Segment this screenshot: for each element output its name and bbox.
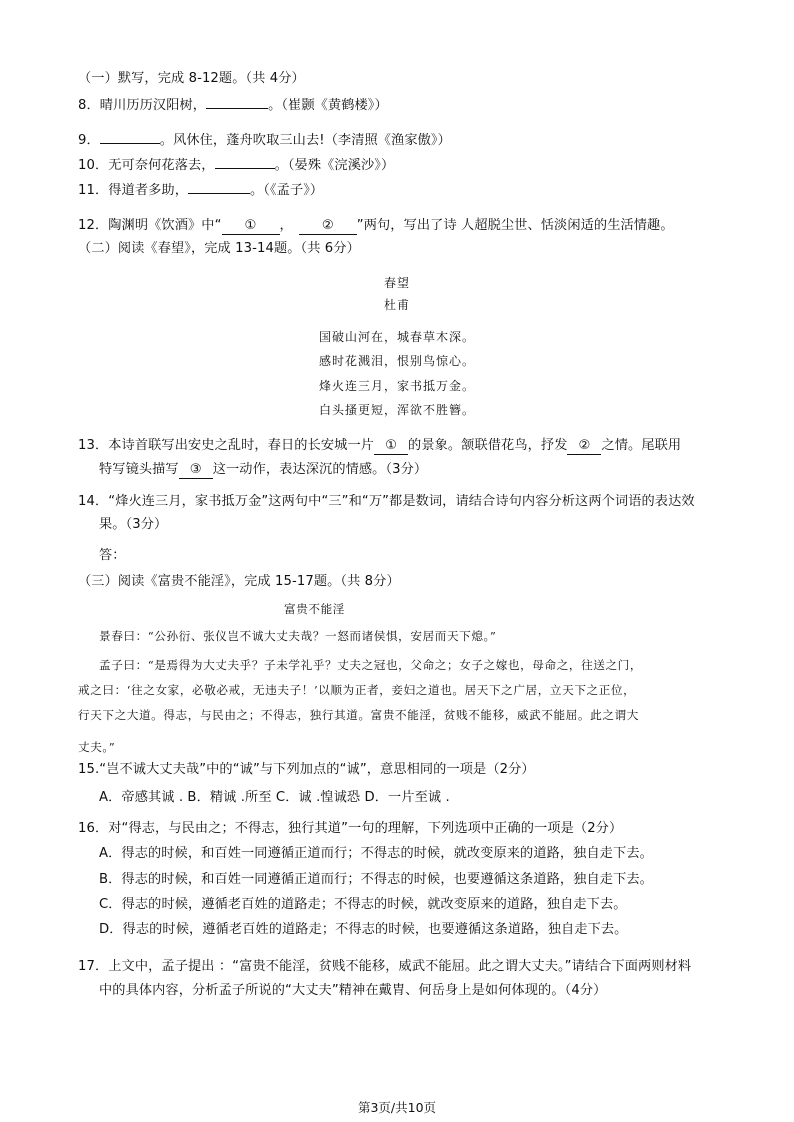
poem-line-4: 白头搔更短，浑欲不胜簪。 [318,403,475,417]
section1-header: （一）默写，完成 8-12题。（共 4分） [78,71,305,86]
q11-prefix: 11．得道者多助， [78,183,188,198]
q13-text-b: 的景象。颔联借花鸟，抒发 [408,438,568,453]
passage-line-2-3: 行天下之大道。得志，与民由之；不得志，独行其道。富贵不能淫，贫贱不能移，威武不能屈。此之谓大 [78,708,639,722]
q13-text-e: 这一动作，表达深沉的情感。（3分） [212,462,428,477]
question-10 [78,155,394,175]
question-11 [78,180,323,200]
question-13-line-1 [78,437,681,455]
q9-suffix: 。风休住，蓬舟吹取三山去!（李清照《渔家傲》） [159,133,451,148]
q11-answer-blank[interactable] [188,180,250,194]
section2-header: （二）阅读《春望》，完成 13-14题。（共 6分） [78,241,360,256]
question-12 [78,217,674,235]
question-15-options[interactable]: A．帝感其诚 . B．精诚 .所至 C．诚 .惶诚恐 D．一片至诚 . [99,790,450,805]
q8-suffix: 。（崔颢《黄鹤楼》） [268,98,388,113]
poem-line-2: 感时花溅泪，恨别鸟惊心。 [318,354,475,368]
question-16-option-b[interactable]: B．得志的时候，和百姓一同遵循正道而行；不得志的时候，也要遵循这条道路，独自走下去。 [99,872,653,887]
passage-line-2-1: 孟子曰：“是焉得为大丈夫乎？子未学礼乎？丈夫之冠也，父命之；女子之嫁也，母命之，往送之门， [99,658,643,672]
poem-author: 杜甫 [383,298,410,312]
question-16-stem: 16．对“得志，与民由之；不得志，独行其道”一句的理解，下列选项中正确的一项是（2分） [78,821,623,836]
q11-suffix: 。（《孟子》） [250,183,324,198]
poem-line-1: 国破山河在，城春草木深。 [318,330,475,344]
poem-title: 春望 [383,276,410,290]
question-17-line-2: 中的具体内容，分析孟子所说的“大丈夫”精神在戴胄、何岳身上是如何体现的。（4分） [99,983,607,998]
q13-text-a: 13．本诗首联写出安史之乱时，春日的长安城一片 [78,438,375,453]
q13-blank-1[interactable]: ① [374,438,408,455]
q13-text-c: 之情。尾联用 [601,438,682,453]
question-14-line-2: 果。（3分） [99,517,168,532]
q13-text-d: 特写镜头描写 [99,462,179,477]
question-8 [78,95,388,115]
passage-line-2-4: 丈夫。” [78,740,116,754]
passage-line-2-2: 戒之曰：‘往之女家，必敬必戒，无违夫子！’以顺为正者，妾妇之道也。居天下之广居，立天下之正位， [78,683,636,697]
q12-blank-2[interactable]: ② [299,218,357,235]
q13-blank-3[interactable]: ③ [179,462,213,479]
q9-answer-blank[interactable] [100,130,160,144]
q9-prefix: 9． [78,133,100,148]
question-16-option-a[interactable]: A．得志的时候，和百姓一同遵循正道而行；不得志的时候，就改变原来的道路，独自走下去。 [99,846,653,861]
q10-suffix: 。（晏殊《浣溪沙》） [274,158,395,173]
q12-middle: ， [279,218,293,233]
q12-prefix: 12．陶渊明《饮酒》中“ [78,218,222,233]
question-13-line-2 [99,461,427,479]
question-16-option-c[interactable]: C．得志的时候，遵循老百姓的道路走；不得志的时候，就改变原来的道路，独自走下去。 [99,897,627,912]
q8-prefix: 8．晴川历历汉阳树， [78,98,207,113]
page-number: 第3页/共10页 [357,1100,437,1115]
q12-blank-1[interactable]: ① [222,218,280,235]
question-14-line-1: 14．“烽火连三月，家书抵万金”这两句中“三”和“万”都是数词，请结合诗句内容分析这两个词语的表达效 [78,494,695,509]
question-16-option-d[interactable]: D．得志的时候，遵循老百姓的道路走；不得志的时候，也要遵循这条道路，独自走下去。 [99,922,628,937]
q12-suffix: ”两句，写出了诗 人超脱尘世、恬淡闲适的生活情趣。 [356,218,674,233]
q8-answer-blank[interactable] [206,95,268,109]
q13-blank-2[interactable]: ② [567,438,601,455]
question-15-stem: 15.“岂不诚大丈夫哉”中的“诚”与下列加点的“诚”，意思相同的一项是（2分） [78,762,535,777]
passage-title: 富贵不能淫 [284,602,345,616]
answer-label: 答： [99,548,126,563]
poem-line-3: 烽火连三月，家书抵万金。 [318,379,475,393]
question-9 [78,130,451,150]
question-17-line-1: 17．上文中，孟子提出 ：“富贵不能淫，贫贱不能移，威武不能屈。此之谓大丈夫。”请结合下面两则材料 [78,959,692,974]
q10-prefix: 10．无可奈何花落去， [78,158,215,173]
q10-answer-blank[interactable] [215,155,275,169]
section3-header: （三）阅读《富贵不能淫》，完成 15-17题。（共 8分） [78,574,400,589]
passage-paragraph-1: 景春曰：“公孙衍、张仪岂不诚大丈夫哉？一怒而诸侯惧，安居而天下熄。” [99,629,497,643]
